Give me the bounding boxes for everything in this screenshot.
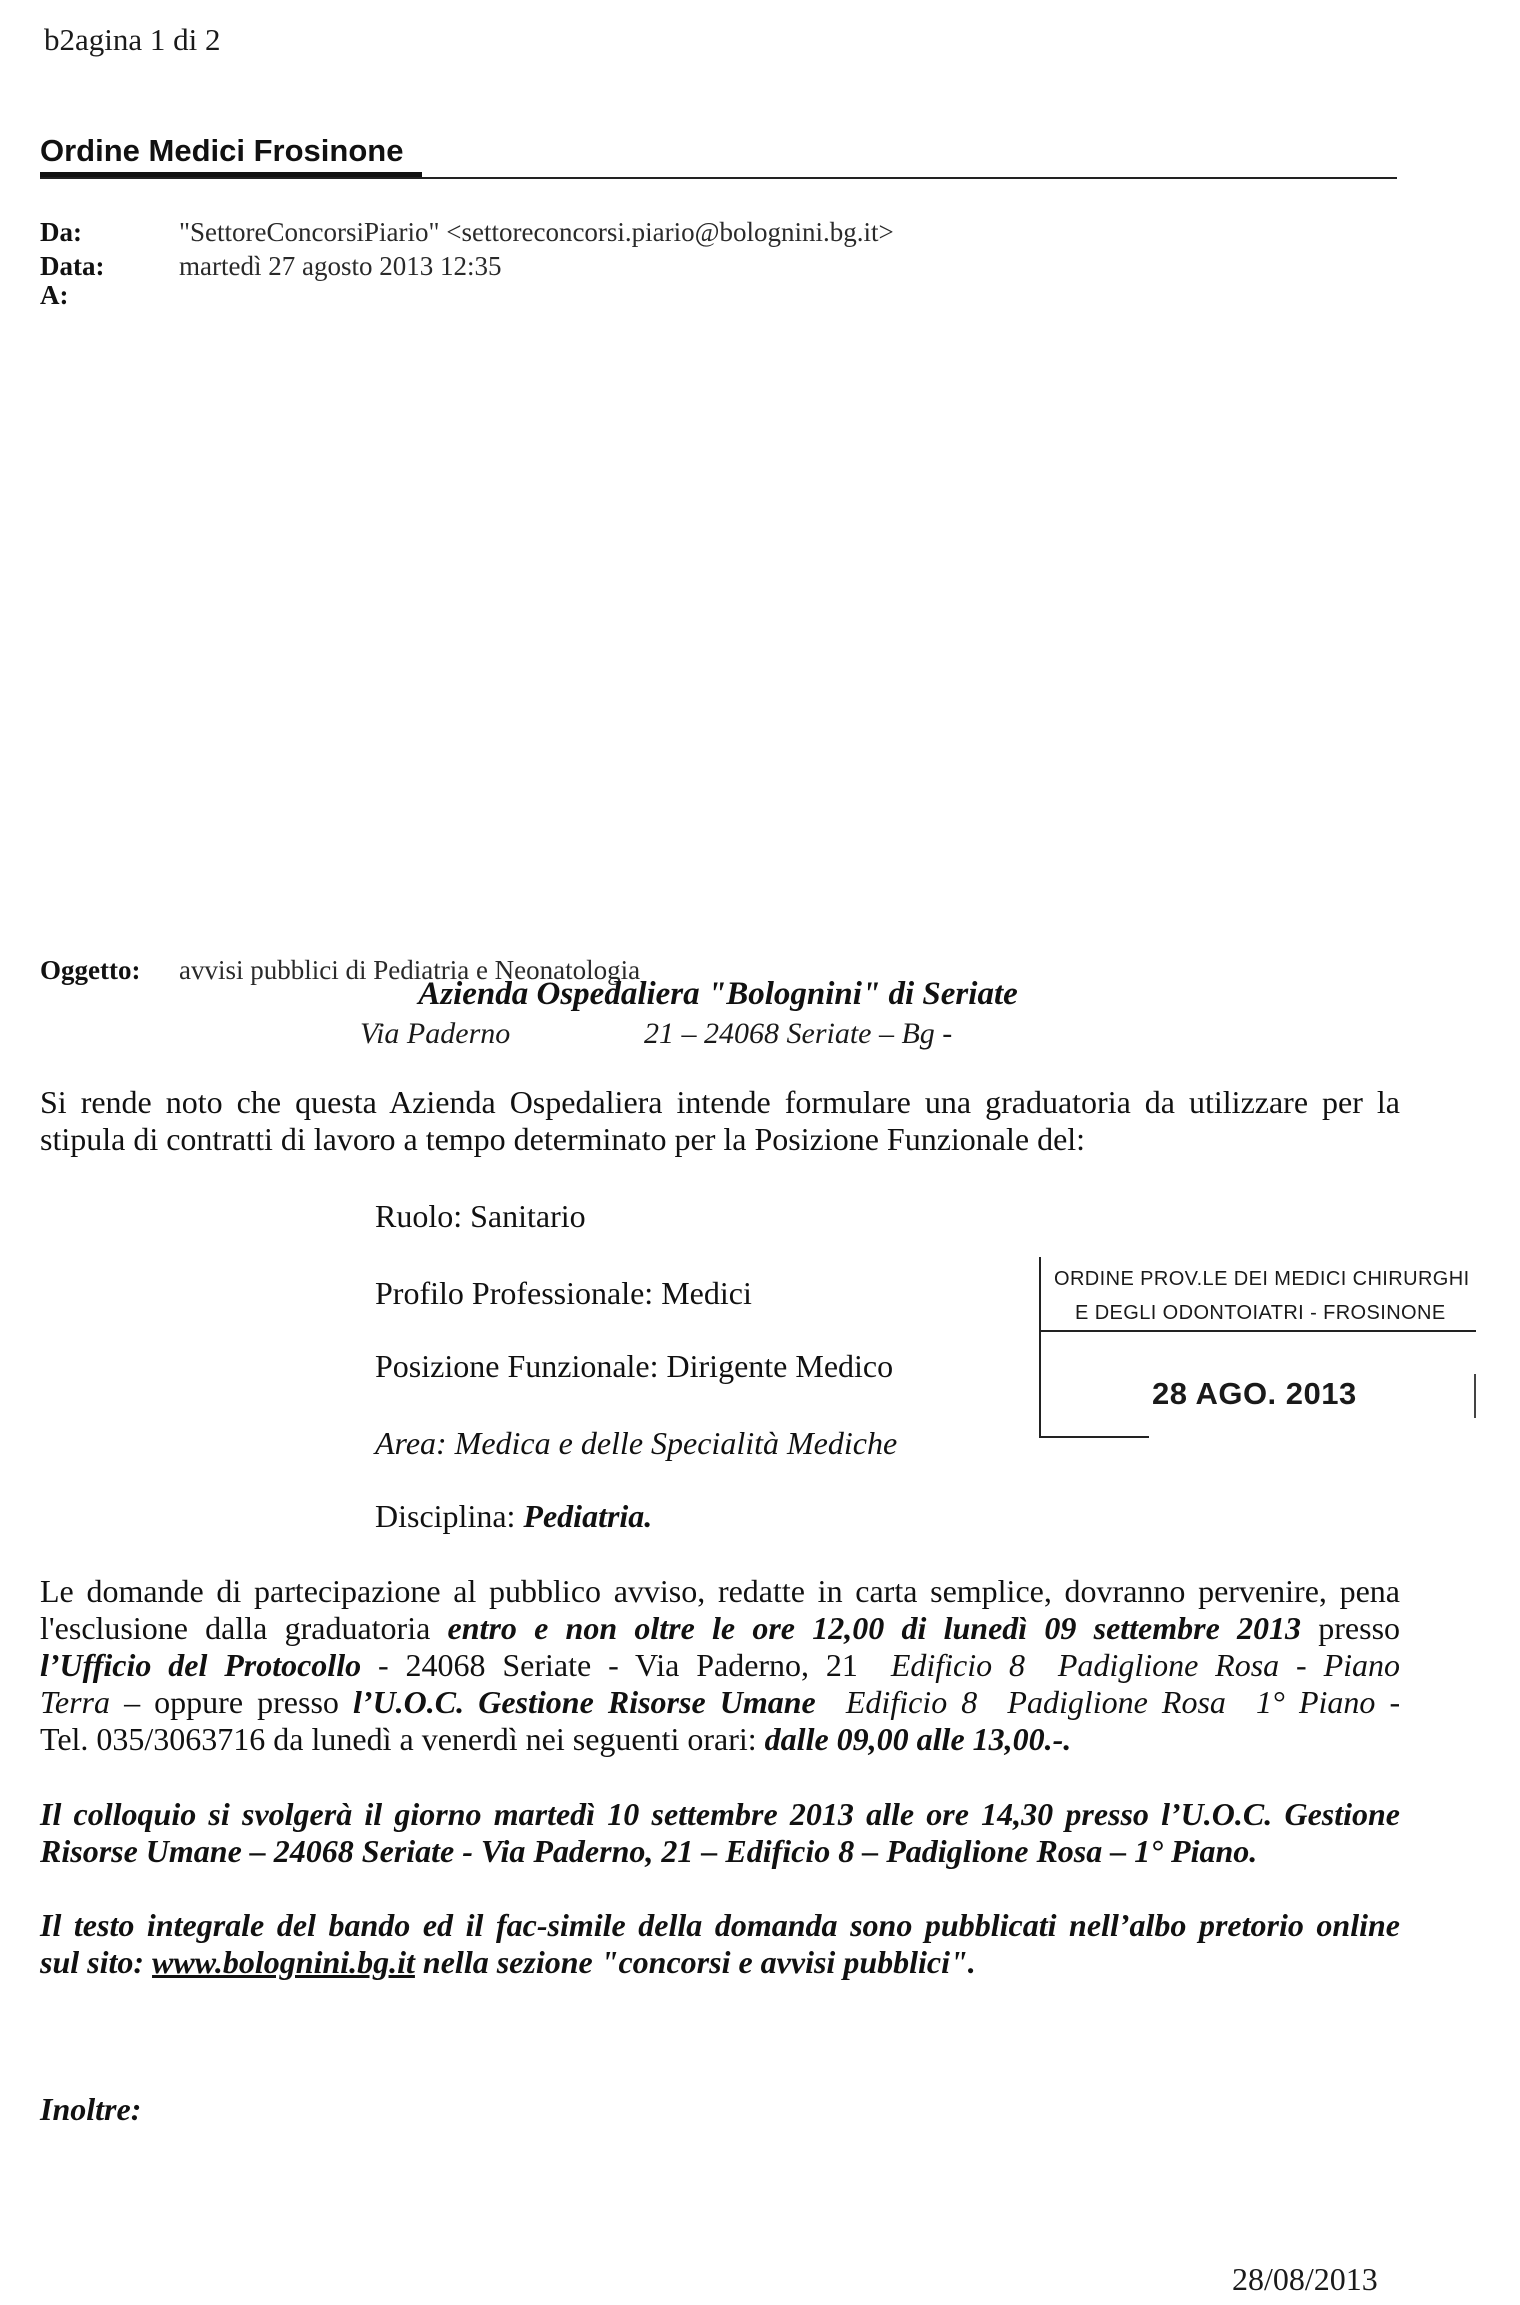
floor-text: Terra — [40, 1684, 110, 1720]
notice-line — [40, 1907, 1400, 1944]
text-segment: Le domande di partecipazione al pubblico avviso, redatte in carta semplice, dovranno pervenire, pena — [40, 1573, 1400, 1609]
office-hours-text: dalle 09,00 alle 13,00.-. — [764, 1721, 1072, 1757]
area-line: Area: Medica e delle Specialità Mediche — [375, 1425, 898, 1461]
hr-office-text: l’U.O.C. Gestione Risorse Umane — [353, 1684, 816, 1720]
discipline-line — [375, 1498, 652, 1535]
to-label: A: — [40, 280, 69, 310]
stamp-right-edge — [1474, 1374, 1476, 1418]
interview-line: Risorse Umane – 24068 Seriate - Via Paderno, 21 – Edificio 8 – Padiglione Rosa – 1° Piano. — [40, 1833, 1258, 1869]
received-stamp — [1039, 1257, 1476, 1438]
role-line: Ruolo: Sanitario — [375, 1198, 586, 1234]
date-label: Data: — [40, 251, 105, 281]
notice-line — [40, 1944, 1400, 1981]
intro-line: stipula di contratti di lavoro a tempo determinato per la Posizione Funzionale del: — [40, 1121, 1086, 1157]
intro-line: Si rende noto che questa Azienda Ospedaliera intende formulare una graduatoria da utilizzare per la — [40, 1084, 1400, 1120]
print-date: 28/08/2013 — [1232, 2261, 1378, 2297]
hospital-name: Azienda Ospedaliera "Bolognini" di Seriate — [418, 976, 1018, 1012]
profile-line: Profilo Professionale: Medici — [375, 1275, 752, 1311]
text-segment: l'esclusione dalla graduatoria — [40, 1610, 431, 1646]
hospital-address-street: Via Paderno — [360, 1017, 511, 1050]
subject-label: Oggetto: — [40, 955, 141, 985]
applications-line — [40, 1573, 1400, 1610]
website-link[interactable]: www.bolognini.bg.it — [152, 1944, 415, 1980]
applications-line — [40, 1721, 1400, 1758]
header-divider — [40, 177, 1397, 179]
text-segment: - 24068 Seriate - Via Paderno, 21 — [377, 1647, 858, 1683]
text-segment: sul sito: — [40, 1944, 145, 1980]
text-segment: nella sezione "concorsi e avvisi pubblici". — [422, 1944, 976, 1980]
stamp-date: 28 AGO. 2013 — [1152, 1376, 1357, 1411]
from-label: Da: — [40, 217, 82, 247]
hospital-address-city: 21 – 24068 Seriate – Bg - — [644, 1017, 953, 1050]
applications-line — [40, 1684, 1400, 1721]
deadline-text: entro e non oltre le ore 12,00 di lunedì 09 settembre 2013 — [447, 1610, 1302, 1646]
text-segment: Il testo integrale del bando ed il fac-simile della domanda sono pubblicati nell’albo pretorio online — [40, 1907, 1400, 1943]
page-number-label: b2agina 1 di 2 — [44, 22, 221, 57]
functional-position-line: Posizione Funzionale: Dirigente Medico — [375, 1348, 894, 1384]
applications-line — [40, 1647, 1400, 1684]
stamp-line-2: E DEGLI ODONTOIATRI - FROSINONE — [1075, 1302, 1446, 1324]
text-segment: presso — [1318, 1610, 1401, 1646]
from-value: "SettoreConcorsiPiario" <settoreconcorsi.piario@bolognini.bg.it> — [179, 217, 894, 247]
text-segment: Tel. 035/3063716 da lunedì a venerdì nei seguenti orari: — [40, 1721, 757, 1757]
pavilion-text: Padiglione Rosa — [1007, 1684, 1226, 1720]
floor-text: 1° Piano - — [1256, 1684, 1401, 1720]
stamp-bottom-edge — [1041, 1436, 1149, 1438]
discipline-label: Disciplina: — [375, 1498, 516, 1534]
building-text: Edificio 8 — [845, 1684, 978, 1720]
date-value: martedì 27 agosto 2013 12:35 — [179, 251, 502, 281]
mailbox-owner-title: Ordine Medici Frosinone — [40, 133, 404, 168]
discipline-value: Pediatria. — [523, 1498, 653, 1534]
stamp-divider — [1041, 1330, 1476, 1332]
text-segment: – oppure presso — [124, 1684, 339, 1720]
building-text: Edificio 8 — [890, 1647, 1025, 1683]
protocol-office-text: l’Ufficio del Protocollo — [40, 1647, 362, 1683]
pavilion-text: Padiglione Rosa - Piano — [1057, 1647, 1401, 1683]
stamp-line-1: ORDINE PROV.LE DEI MEDICI CHIRURGHI — [1054, 1268, 1470, 1290]
applications-line — [40, 1610, 1400, 1647]
interview-line: Il colloquio si svolgerà il giorno martedì 10 settembre 2013 alle ore 14,30 presso l’U.O.C. Gestione — [40, 1796, 1400, 1832]
subject-value: avvisi pubblici di Pediatria e Neonatologia — [179, 955, 641, 985]
closing-heading: Inoltre: — [40, 2091, 142, 2127]
